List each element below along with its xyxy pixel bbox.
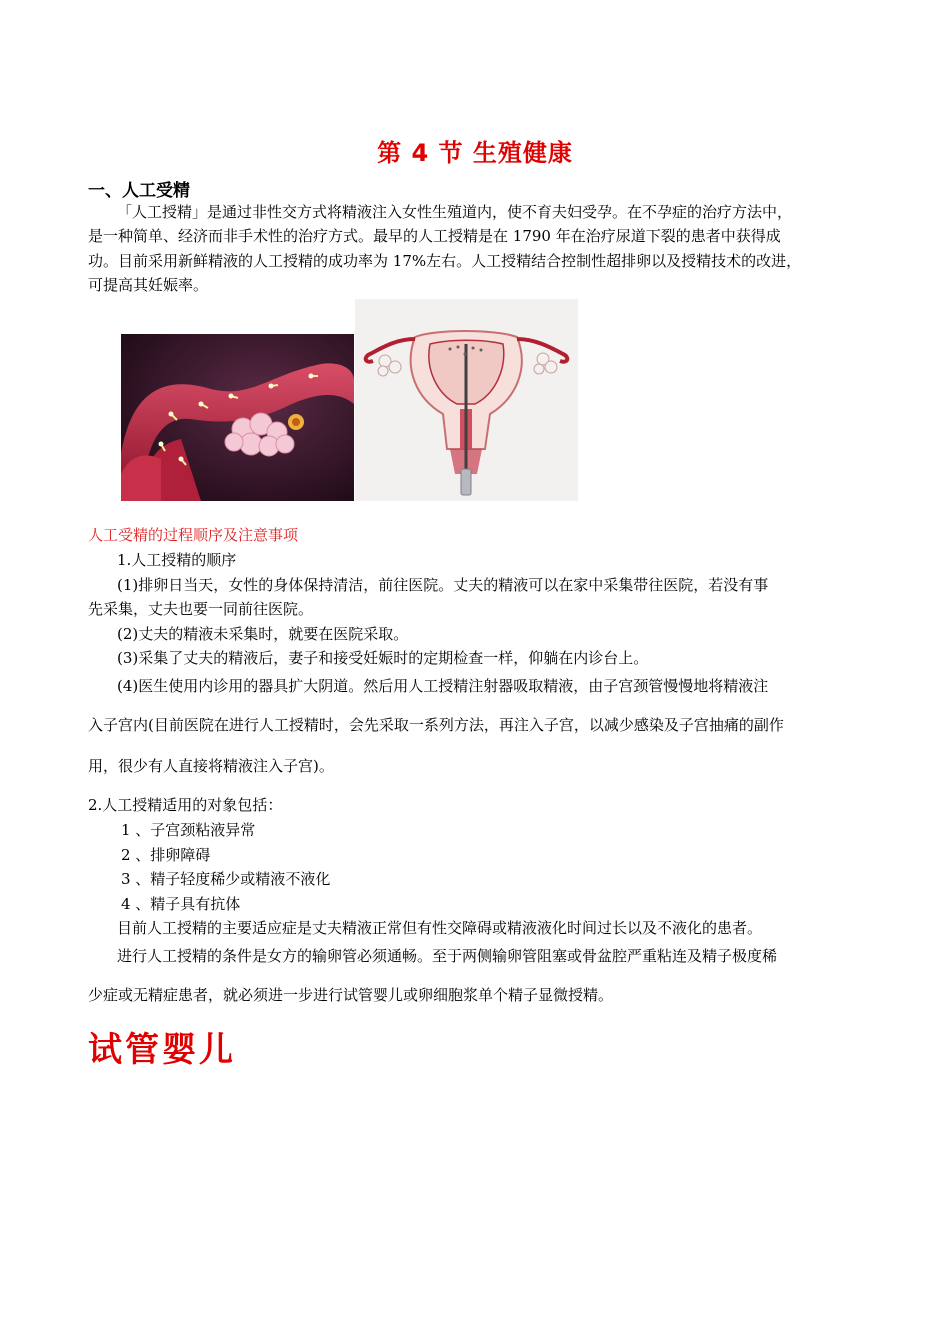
section-heading-ivf: 试管婴儿 <box>88 1030 236 1070</box>
list-item: 1 、子宫颈粘液异常 <box>121 821 256 839</box>
order-step: (4)医生使用内诊用的器具扩大阴道。然后用人工授精注射器吸取精液，由子宫颈管慢慢地将精液注 <box>117 677 769 695</box>
list-item: 3 、精子轻度稀少或精液不液化 <box>121 870 331 888</box>
insemination-diagram <box>355 299 578 501</box>
process-subheading: 人工受精的过程顺序及注意事项 <box>88 526 299 544</box>
intro-line: 「人工授精」是通过非性交方式将精液注入女性生殖道内，使不育夫妇受孕。在不孕症的治疗方法中， <box>117 203 793 221</box>
order-step: 先采集，丈夫也要一同前往医院。 <box>88 600 314 618</box>
section-heading-artificial-insemination: 一、人工受精 <box>88 181 190 201</box>
condition-text: 少症或无精症患者，就必须进一步进行试管婴儿或卵细胞浆单个精子显微授精。 <box>88 986 614 1004</box>
list-item: 4 、精子具有抗体 <box>121 895 241 913</box>
uterus-ovary-illustration <box>121 334 354 501</box>
order-step-continuation: 入子宫内(目前医院在进行人工授精时，会先采取一系列方法，再注入子宫，以减少感染及子宫抽痛的副作 <box>88 716 784 734</box>
indication-text: 目前人工授精的主要适应症是丈夫精液正常但有性交障碍或精液液化时间过长以及不液化的患者。 <box>117 919 763 937</box>
order-step-continuation: 用，很少有人直接将精液注入子宫)。 <box>88 757 334 775</box>
order-title: 1.人工授精的顺序 <box>117 551 237 569</box>
suitable-title: 2.人工授精适用的对象包括： <box>88 796 283 814</box>
order-step: (2)丈夫的精液未采集时，就要在医院采取。 <box>117 625 409 643</box>
condition-text: 进行人工授精的条件是女方的输卵管必须通畅。至于两侧输卵管阻塞或骨盆腔严重粘连及精子极度稀 <box>117 947 778 965</box>
intro-line: 是一种简单、经济而非手术性的治疗方式。最早的人工授精是在 1790 年在治疗尿道下裂的患者中获得成 <box>88 227 781 245</box>
order-step: (3)采集了丈夫的精液后，妻子和接受妊娠时的定期检查一样，仰躺在内诊台上。 <box>117 649 649 667</box>
intro-line: 可提高其妊娠率。 <box>88 276 209 294</box>
intro-line: 功。目前采用新鲜精液的人工授精的成功率为 17%左右。人工授精结合控制性超排卵以及授精技术的改进， <box>88 252 802 270</box>
order-step: (1)排卵日当天，女性的身体保持清洁，前往医院。丈夫的精液可以在家中采集带往医院，若没有事 <box>117 576 769 594</box>
page-title: 第 4 节 生殖健康 <box>377 139 573 167</box>
list-item: 2 、排卵障碍 <box>121 846 211 864</box>
